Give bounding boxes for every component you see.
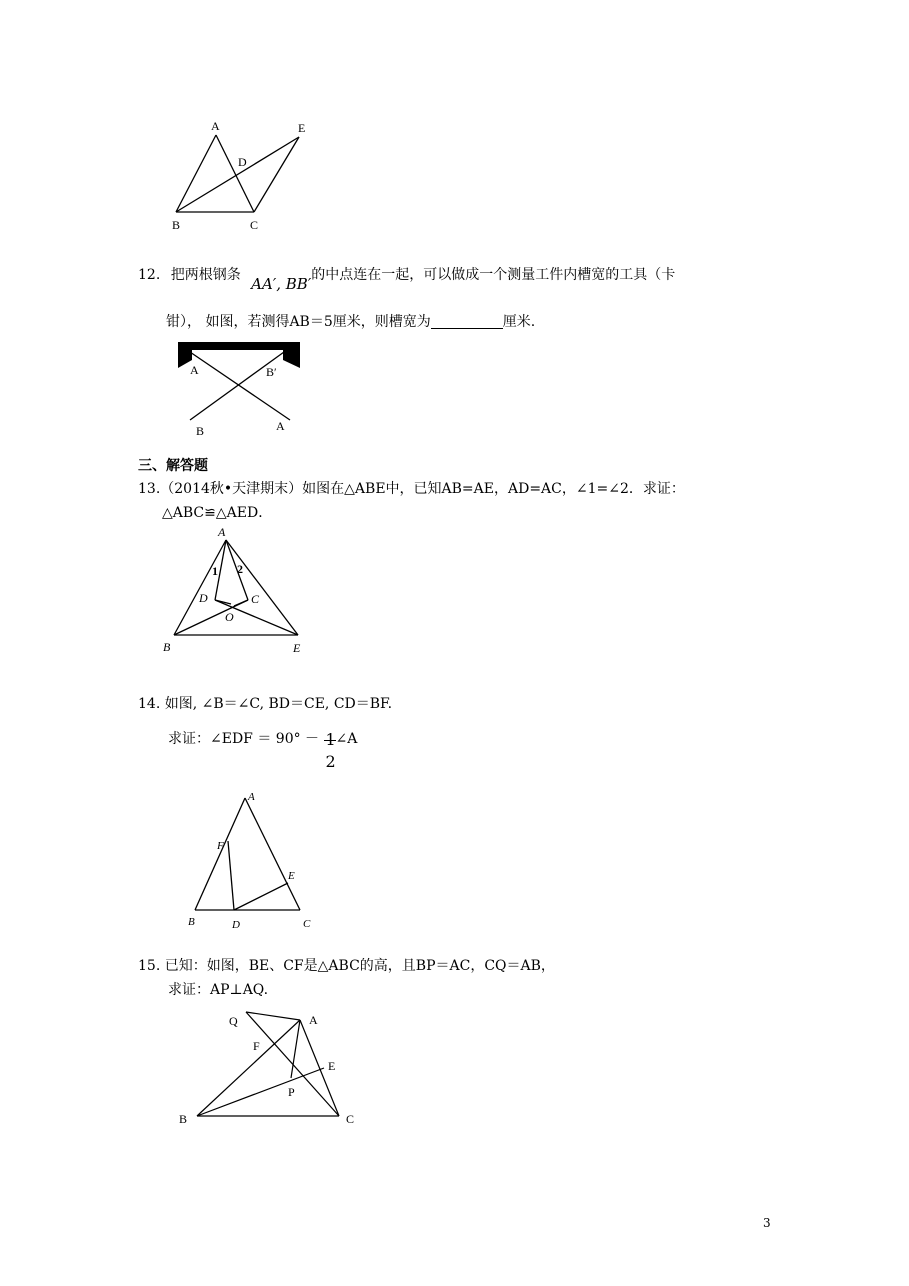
q12-label-A-top: A bbox=[190, 363, 199, 377]
q14-proof-suffix: ∠A bbox=[335, 731, 358, 747]
q13-label-1: 1 bbox=[212, 564, 218, 578]
q13-label-B: B bbox=[163, 640, 171, 654]
q13-label-E: E bbox=[293, 641, 301, 655]
q15-label-E: E bbox=[328, 1059, 336, 1073]
figure-q11-svg bbox=[160, 115, 330, 240]
q14-label-D: D bbox=[232, 919, 240, 931]
figure-q11 bbox=[160, 115, 330, 240]
q15-label-Q: Q bbox=[229, 1014, 238, 1028]
figure-q12 bbox=[172, 338, 307, 440]
figure-q14-svg bbox=[182, 788, 322, 933]
q12-answer-blank[interactable] bbox=[431, 314, 503, 329]
figure-q15-svg bbox=[172, 1008, 362, 1133]
figure-q14 bbox=[182, 788, 322, 933]
section-3-heading: 三、解答题 bbox=[138, 458, 208, 474]
q15-label-P: P bbox=[288, 1085, 295, 1099]
q14-label-E: E bbox=[288, 870, 295, 882]
q12-label-A-bottom: A bbox=[276, 419, 285, 433]
q15-label-B: B bbox=[179, 1112, 188, 1126]
q14-frac-num: 1 bbox=[325, 730, 336, 749]
q15-label-A: A bbox=[309, 1013, 318, 1027]
figure-q13-svg bbox=[158, 522, 318, 660]
q12-math-vars: AA′, BB′ bbox=[251, 275, 312, 293]
q12-line1 bbox=[138, 265, 676, 293]
q12-line2 bbox=[166, 313, 535, 331]
q13-label-A: A bbox=[218, 525, 226, 539]
q15-line2: 求证：AP⊥AQ. bbox=[168, 982, 269, 998]
q12-label-B-top: B′ bbox=[266, 365, 277, 379]
q12-text-2: 的中点连在一起，可以做成一个测量工件内槽宽的工具（卡 bbox=[311, 267, 676, 283]
q15-label-F: F bbox=[253, 1039, 260, 1053]
q12-line2-text-1: 钳）， 如图，若测得AB＝5厘米，则槽宽为 bbox=[166, 314, 431, 330]
figure-q12-svg bbox=[172, 338, 307, 440]
q13-label-2: 2 bbox=[237, 562, 243, 576]
label-E: E bbox=[298, 121, 306, 135]
q12-text-1: 把两根钢条 bbox=[170, 267, 241, 283]
q13-line1: 13.（2014秋•天津期末）如图在△ABE中，已知AB=AE，AD=AC，∠1=∠2．求证： bbox=[138, 481, 685, 497]
figure-q13 bbox=[158, 522, 318, 660]
q13-label-O: O bbox=[225, 610, 234, 624]
q14-proof-line bbox=[168, 718, 358, 771]
q15-label-C: C bbox=[346, 1112, 355, 1126]
q15-line1: 15. 已知：如图，BE、CF是△ABC的高，且BP＝AC，CQ＝AB， bbox=[138, 958, 555, 974]
q13-line2: △ABC≌△AED． bbox=[162, 505, 273, 521]
q14-line1: 14. 如图, ∠B＝∠C, BD＝CE, CD＝BF. bbox=[138, 696, 393, 712]
q14-label-F: F bbox=[217, 840, 224, 852]
q12-number: 12. bbox=[138, 267, 161, 283]
figure-q15 bbox=[172, 1008, 362, 1133]
q14-label-C: C bbox=[303, 918, 311, 930]
q12-line2-text-2: 厘米. bbox=[502, 314, 536, 330]
q14-label-A: A bbox=[248, 791, 255, 803]
q13-label-D: D bbox=[199, 591, 208, 605]
q13-label-C: C bbox=[251, 592, 260, 606]
q14-fraction bbox=[324, 719, 336, 771]
label-D: D bbox=[238, 155, 247, 169]
label-C: C bbox=[250, 218, 259, 232]
label-B: B bbox=[172, 218, 181, 232]
label-A: A bbox=[211, 119, 220, 133]
page-number: 3 bbox=[763, 1216, 771, 1230]
q14-proof-prefix: 求证：∠EDF ＝ 90° － bbox=[168, 731, 320, 747]
q14-label-B: B bbox=[188, 916, 195, 928]
q12-label-B-bottom: B bbox=[196, 424, 205, 438]
q14-frac-den: 2 bbox=[325, 752, 336, 771]
